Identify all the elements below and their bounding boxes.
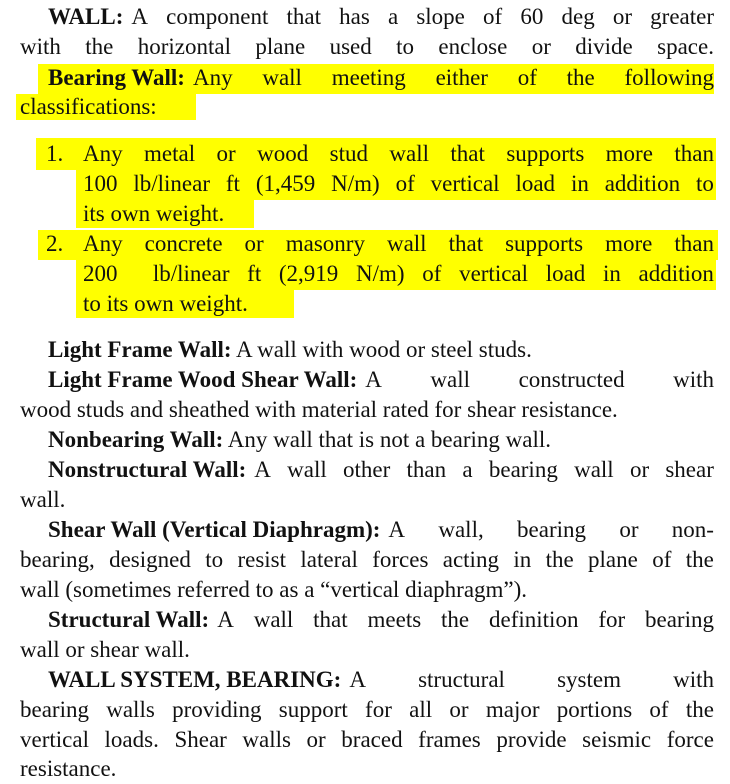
word: load bbox=[545, 261, 586, 286]
item-1-line-2 bbox=[83, 169, 714, 199]
word: plane bbox=[255, 34, 306, 59]
word: than bbox=[674, 231, 714, 256]
word: wall bbox=[262, 65, 302, 90]
word: a bbox=[462, 457, 473, 482]
word: addition bbox=[604, 171, 681, 196]
word: or bbox=[244, 231, 264, 256]
shear-wall-line-2 bbox=[20, 545, 714, 575]
word: greater bbox=[650, 4, 714, 29]
word: frames bbox=[418, 727, 481, 752]
word: or bbox=[629, 457, 650, 482]
word: portions bbox=[556, 697, 633, 722]
shear-wall-term: Shear Wall (Vertical Diaphragm): bbox=[48, 517, 381, 542]
word: Any bbox=[83, 141, 123, 166]
word: A bbox=[388, 517, 406, 542]
light-frame-wood-shear-wall-text-1 bbox=[365, 365, 714, 395]
word: with bbox=[20, 34, 61, 59]
shear-wall-line-3 bbox=[20, 575, 527, 605]
word: (2,919 bbox=[278, 261, 339, 286]
item-2-text-3: to its own weight. bbox=[83, 291, 248, 316]
word: or bbox=[612, 4, 633, 29]
word: the bbox=[545, 547, 574, 572]
word: wood bbox=[257, 141, 309, 166]
word: more bbox=[605, 231, 653, 256]
word: Any bbox=[192, 65, 233, 90]
word: lb/linear bbox=[133, 171, 211, 196]
word: shear bbox=[665, 457, 714, 482]
word: that bbox=[448, 231, 484, 256]
word: ft bbox=[247, 261, 262, 286]
word: major bbox=[485, 697, 540, 722]
word: supports bbox=[506, 141, 585, 166]
word: either bbox=[435, 65, 488, 90]
word: following bbox=[624, 65, 714, 90]
word: wall bbox=[389, 141, 429, 166]
word: in bbox=[513, 547, 532, 572]
word: meets bbox=[367, 607, 422, 632]
word: vertical bbox=[459, 261, 529, 286]
word: addition bbox=[638, 261, 714, 286]
word: ft bbox=[225, 171, 240, 196]
item-2-line-3 bbox=[83, 289, 248, 319]
wall-system-bearing-line-2 bbox=[20, 695, 714, 725]
word: A bbox=[254, 457, 271, 482]
word: for bbox=[365, 697, 392, 722]
nonbearing-wall-term: Nonbearing Wall: bbox=[48, 427, 224, 452]
word: than bbox=[406, 457, 447, 482]
word: of bbox=[649, 697, 669, 722]
word: vertical bbox=[20, 727, 89, 752]
nonstructural-wall-text-1 bbox=[254, 455, 714, 485]
word: of bbox=[395, 171, 415, 196]
shear-wall-text-2 bbox=[20, 545, 714, 575]
word: enclose bbox=[438, 34, 508, 59]
word: divide bbox=[575, 34, 633, 59]
word: slope bbox=[416, 4, 465, 29]
word: in bbox=[570, 171, 589, 196]
light-frame-wood-shear-wall-line-1 bbox=[48, 365, 714, 395]
wall-system-bearing-text-2 bbox=[20, 695, 714, 725]
word: that bbox=[450, 141, 485, 166]
wall-system-bearing-line-1 bbox=[48, 665, 714, 695]
word: to bbox=[205, 547, 224, 572]
word: providing bbox=[172, 697, 262, 722]
word: wall bbox=[386, 231, 427, 256]
item-1-number-text: 1. bbox=[46, 141, 64, 166]
light-frame-wood-shear-wall-text-2: wood studs and sheathed with material rated for shear resistance. bbox=[20, 397, 618, 422]
word: constructed bbox=[518, 367, 625, 392]
word: or bbox=[531, 34, 551, 59]
bearing-wall-text-1 bbox=[193, 63, 714, 93]
word: of bbox=[483, 4, 503, 29]
wall-text-1 bbox=[131, 2, 714, 32]
bearing-wall-line-2 bbox=[20, 92, 157, 122]
word: provide bbox=[496, 727, 567, 752]
word: N/m) bbox=[355, 261, 405, 286]
word: used bbox=[329, 34, 372, 59]
word: load bbox=[515, 171, 556, 196]
word: lateral bbox=[300, 547, 358, 572]
word: or bbox=[449, 697, 469, 722]
structural-wall-line-1 bbox=[48, 605, 714, 635]
word: of bbox=[652, 547, 672, 572]
item-2-text-1 bbox=[83, 229, 714, 259]
word: that bbox=[286, 4, 322, 29]
nonstructural-wall-line-1 bbox=[48, 455, 714, 485]
word: 100 bbox=[83, 171, 118, 196]
item-1-number bbox=[46, 139, 63, 169]
word: the bbox=[566, 65, 595, 90]
item-2-number-text: 2. bbox=[46, 231, 64, 256]
wall-definition-line-1 bbox=[48, 2, 714, 32]
word: that bbox=[313, 607, 348, 632]
word: 60 bbox=[520, 4, 544, 29]
word: wall bbox=[253, 607, 294, 632]
word: than bbox=[674, 141, 714, 166]
word: space. bbox=[657, 34, 714, 59]
light-frame-wood-shear-wall-term: Light Frame Wood Shear Wall: bbox=[48, 367, 358, 392]
word: walls bbox=[106, 697, 155, 722]
word: meeting bbox=[331, 65, 406, 90]
word: or bbox=[216, 141, 236, 166]
wall-text-2 bbox=[20, 32, 714, 62]
word: resist bbox=[237, 547, 287, 572]
nonstructural-wall-term: Nonstructural Wall: bbox=[48, 457, 247, 482]
bearing-wall-text-2: classifications: bbox=[20, 94, 157, 119]
word: wall bbox=[287, 457, 327, 482]
wall-system-bearing-line-3 bbox=[20, 725, 714, 755]
shear-wall-text-3: wall (sometimes referred to as a “vertical diaphragm”). bbox=[20, 577, 528, 602]
wall-system-bearing-line-4 bbox=[20, 754, 116, 784]
item-1-text-3: its own weight. bbox=[83, 201, 225, 226]
word: bearing bbox=[20, 697, 89, 722]
item-2-line-2 bbox=[83, 259, 714, 289]
word: with bbox=[673, 667, 714, 692]
word: concrete bbox=[144, 231, 223, 256]
wall-term: WALL: bbox=[48, 4, 124, 29]
structural-wall-text-2: wall or shear wall. bbox=[20, 637, 190, 662]
word: 200 bbox=[83, 261, 118, 286]
structural-wall-text-1 bbox=[217, 605, 714, 635]
word: bearing bbox=[645, 607, 714, 632]
word: forces bbox=[372, 547, 429, 572]
word: masonry bbox=[285, 231, 365, 256]
word: lb/linear bbox=[152, 261, 230, 286]
word: a bbox=[387, 4, 399, 29]
word: loads. bbox=[104, 727, 159, 752]
item-1-text-1 bbox=[83, 139, 714, 169]
word: non- bbox=[671, 517, 714, 542]
word: system bbox=[557, 667, 621, 692]
word: the bbox=[85, 34, 114, 59]
word: supports bbox=[505, 231, 584, 256]
nonbearing-wall-line-1 bbox=[48, 425, 551, 455]
word: or bbox=[619, 517, 639, 542]
word: bearing bbox=[488, 457, 558, 482]
word: A bbox=[131, 4, 149, 29]
structural-wall-term: Structural Wall: bbox=[48, 607, 210, 632]
light-frame-wood-shear-wall-line-2 bbox=[20, 395, 618, 425]
nonstructural-wall-line-2 bbox=[20, 485, 65, 515]
word: other bbox=[343, 457, 391, 482]
word: Shear bbox=[174, 727, 227, 752]
wall-system-bearing-text-1 bbox=[349, 665, 714, 695]
word: metal bbox=[144, 141, 196, 166]
wall-system-bearing-text-4: resistance. bbox=[20, 756, 117, 781]
item-2-number bbox=[46, 229, 63, 259]
word: component bbox=[166, 4, 269, 29]
word: force bbox=[666, 727, 714, 752]
item-2-text-2 bbox=[83, 259, 714, 289]
word: in bbox=[602, 261, 621, 286]
item-1-text-2 bbox=[83, 169, 714, 199]
word: support bbox=[278, 697, 348, 722]
word: the bbox=[685, 697, 714, 722]
light-frame-wall-line-1 bbox=[48, 335, 532, 365]
word: horizontal bbox=[137, 34, 231, 59]
light-frame-wall-text-1: A wall with wood or steel studs. bbox=[236, 337, 532, 362]
item-1-line-3 bbox=[83, 199, 224, 229]
bearing-wall-line-1 bbox=[48, 63, 714, 93]
word: A bbox=[365, 367, 382, 392]
word: wall bbox=[430, 367, 471, 392]
word: for bbox=[598, 607, 626, 632]
shear-wall-text-1 bbox=[388, 515, 714, 545]
bearing-wall-term: Bearing Wall: bbox=[48, 65, 185, 90]
word: N/m) bbox=[331, 171, 380, 196]
nonstructural-wall-text-2: wall. bbox=[20, 487, 66, 512]
word: vertical bbox=[430, 171, 500, 196]
word: of bbox=[517, 65, 537, 90]
word: structural bbox=[418, 667, 505, 692]
word: deg bbox=[561, 4, 595, 29]
word: A bbox=[217, 607, 234, 632]
word: of bbox=[422, 261, 442, 286]
word: wall bbox=[574, 457, 614, 482]
word: braced bbox=[341, 727, 403, 752]
word: walls bbox=[242, 727, 291, 752]
word: acting bbox=[442, 547, 499, 572]
item-2-line-1 bbox=[83, 229, 714, 259]
word: bearing, bbox=[20, 547, 95, 572]
word: the bbox=[685, 547, 714, 572]
word: (1,459 bbox=[255, 171, 316, 196]
word: all bbox=[409, 697, 433, 722]
word: seismic bbox=[582, 727, 652, 752]
word: stud bbox=[329, 141, 368, 166]
word: to bbox=[695, 171, 714, 196]
word: bearing bbox=[517, 517, 586, 542]
word: plane bbox=[588, 547, 638, 572]
word: more bbox=[605, 141, 653, 166]
structural-wall-line-2 bbox=[20, 635, 190, 665]
word: designed bbox=[109, 547, 191, 572]
word: A bbox=[349, 667, 366, 692]
word: with bbox=[673, 367, 714, 392]
word: has bbox=[339, 4, 370, 29]
word: definition bbox=[489, 607, 579, 632]
word: Any bbox=[83, 231, 123, 256]
wall-system-bearing-term: WALL SYSTEM, BEARING: bbox=[48, 667, 342, 692]
light-frame-wall-term: Light Frame Wall: bbox=[48, 337, 232, 362]
wall-definition-line-2 bbox=[20, 32, 714, 62]
word: wall, bbox=[438, 517, 484, 542]
word: the bbox=[441, 607, 470, 632]
shear-wall-line-1 bbox=[48, 515, 714, 545]
word: or bbox=[306, 727, 326, 752]
wall-system-bearing-text-3 bbox=[20, 725, 714, 755]
word: to bbox=[396, 34, 414, 59]
item-1-line-1 bbox=[83, 139, 714, 169]
nonbearing-wall-text-1: Any wall that is not a bearing wall. bbox=[227, 427, 551, 452]
